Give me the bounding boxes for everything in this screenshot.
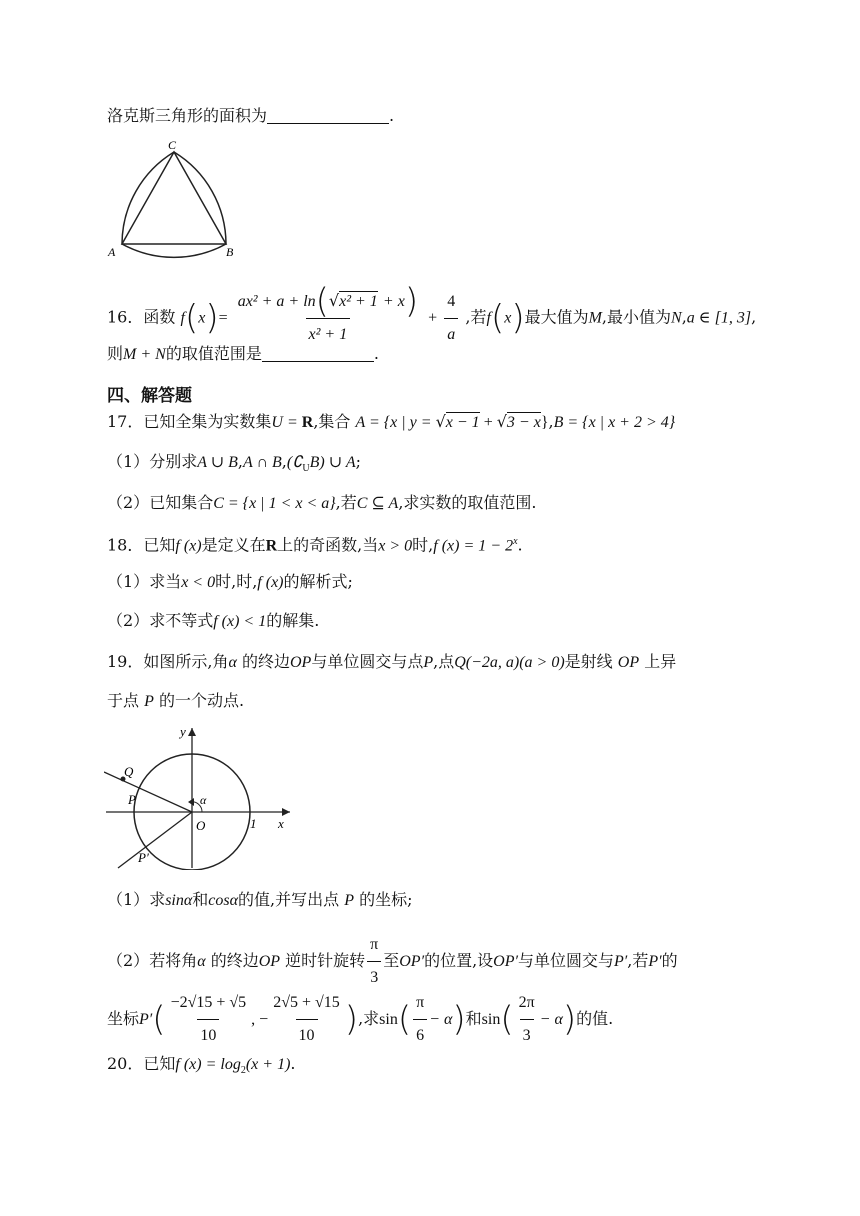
origin-label: O [196, 818, 206, 833]
axis-label-x: x [278, 816, 284, 831]
q15-line: 洛克斯三角形的面积为 . [107, 106, 395, 125]
fraction-pi-over-3: $\frac{\pi}{3}$ [367, 930, 381, 993]
q19-line-1: 19．如图所示,角α 的终边OP与单位圆交与点P,点Q(−2a, a)(a > 0)是射线 OP 上异 [107, 652, 677, 671]
q17-part-2: （2）已知集合C = {x | 1 < x < a},若C ⊆ A,求实数的取值范围. [107, 493, 537, 512]
point-label-a: A [108, 245, 116, 259]
q16-line-2: 则M + N的取值范围是 . [107, 344, 379, 363]
point-label-b: B [226, 245, 234, 259]
unit-label: 1 [250, 816, 257, 831]
q19-line-2: 于点 P 的一个动点. [107, 691, 245, 710]
coord-x-fraction: $\frac{-2√15 + √5}{10}$ [168, 988, 250, 1051]
q19-part-2-line-2: 坐标P′( $\frac{-2√15 + √5}{10}$ , − $\frac{2√5 + √15}{10}$ ),求sin( $\frac{\pi}{6}$ − α)和sin( $\frac{2\pi}{3}$ − α)的值. [107, 988, 613, 1051]
point-label-c: C [168, 138, 177, 152]
point-label-q: Q [124, 764, 134, 779]
q20-line: 20．已知f $(x) = \log_2(x + 1)$. [107, 1054, 296, 1077]
q18-part-1: （1）求当x < 0时,时,f (x)的解析式; [107, 572, 353, 591]
q17-part-1: （1）分别求A ∪ B,A ∩ $B,(∁_UB)$ ∪ A; [107, 452, 362, 475]
point-label-p-prime: P′ [138, 850, 149, 865]
fraction-pi-over-6: $\frac{\pi}{6}$ [413, 988, 427, 1051]
axis-label-y: y [180, 724, 186, 739]
answer-blank [267, 105, 389, 124]
q16-fraction: $\frac{\text{ax² + a + ln(√x² + 1 + x)}}{\text{x² + 1}}$ [235, 286, 421, 350]
fraction-2pi-over-3: $\frac{2\pi}{3}$ [516, 988, 538, 1051]
section-heading: 四、解答题 [107, 386, 192, 406]
q16-fraction-4-over-a: $\frac{4}{a}$ [444, 287, 458, 350]
point-label-p: P [128, 792, 136, 807]
angle-label-alpha: α [200, 793, 207, 807]
q18-line-1: 18．已知f (x)是定义在R上的奇函数,当x > 0时,f $(x) = 1 - 2^x$. [107, 535, 523, 555]
reuleaux-triangle-figure [104, 138, 244, 260]
unit-circle-figure [104, 722, 294, 870]
q19-part-2-line-1: （2）若将角α 的终边OP 逆时针旋转 $\frac{\pi}{3}$ 至OP′的位置,设OP′与单位圆交与P′,若P′的 [107, 930, 678, 993]
answer-blank [262, 343, 374, 362]
q17-line-1: 17．已知全集为实数集U = R,集合 A = {x | y = √x − 1 + √3 − x},B = {x | x + 2 > 4} [107, 412, 676, 431]
q16-line-1: 16．函数 f(x)= $\frac{\text{ax² + a + ln(√x² + 1 + x)}}{\text{x² + 1}}$ + $\frac{4}{a}$ ,若f(x)最大值为M,最小值为N,a ∈ [1, 3], [107, 286, 756, 350]
q18-part-2: （2）求不等式f (x) < 1的解集. [107, 611, 320, 630]
coord-y-fraction: $\frac{2√5 + √15}{10}$ [270, 988, 343, 1051]
q19-part-1: （1）求sinα和cosα的值,并写出点 P 的坐标; [107, 890, 413, 909]
